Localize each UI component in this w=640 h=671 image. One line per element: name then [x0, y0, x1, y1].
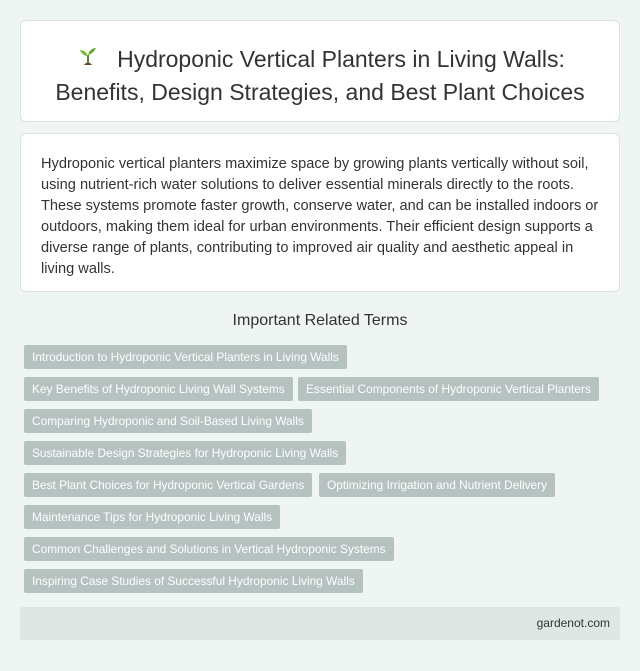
page-title-line-2: Benefits, Design Strategies, and Best Plant Choices [55, 79, 585, 105]
related-term-chip[interactable]: Key Benefits of Hydroponic Living Wall Systems [24, 377, 293, 401]
description-text: Hydroponic vertical planters maximize space by growing plants vertically without soil, using nutrient-rich water solutions to deliver essential minerals directly to the roots. These systems promote faster growth, conserve water, and can be installed indoors or outdoors, making them ideal for urban environments. Their efficient design supports a diverse range of plants, contributing to improved air quality and aesthetic appeal in living walls. [41, 156, 599, 277]
related-term-chip[interactable]: Optimizing Irrigation and Nutrient Delivery [319, 473, 555, 497]
footer-site-link[interactable]: gardenot.com [536, 616, 610, 630]
description-card [20, 133, 620, 292]
related-term-chip[interactable]: Maintenance Tips for Hydroponic Living Walls [24, 505, 280, 529]
related-terms-heading: Important Related Terms [232, 312, 408, 329]
related-term-chip[interactable]: Comparing Hydroponic and Soil-Based Living Walls [24, 409, 312, 433]
sprout-icon [75, 44, 101, 70]
page-title [21, 43, 619, 109]
footer [20, 607, 620, 640]
related-term-chip[interactable]: Introduction to Hydroponic Vertical Planters in Living Walls [24, 345, 347, 369]
related-term-chip[interactable]: Best Plant Choices for Hydroponic Vertical Gardens [24, 473, 312, 497]
page-title-line-1: Hydroponic Vertical Planters in Living Walls: [117, 46, 565, 72]
related-term-chip[interactable]: Common Challenges and Solutions in Vertical Hydroponic Systems [24, 537, 394, 561]
title-card [20, 20, 620, 122]
related-term-chip[interactable]: Essential Components of Hydroponic Vertical Planters [298, 377, 599, 401]
related-term-chip[interactable]: Sustainable Design Strategies for Hydroponic Living Walls [24, 441, 346, 465]
related-term-chip[interactable]: Inspiring Case Studies of Successful Hydroponic Living Walls [24, 569, 363, 593]
